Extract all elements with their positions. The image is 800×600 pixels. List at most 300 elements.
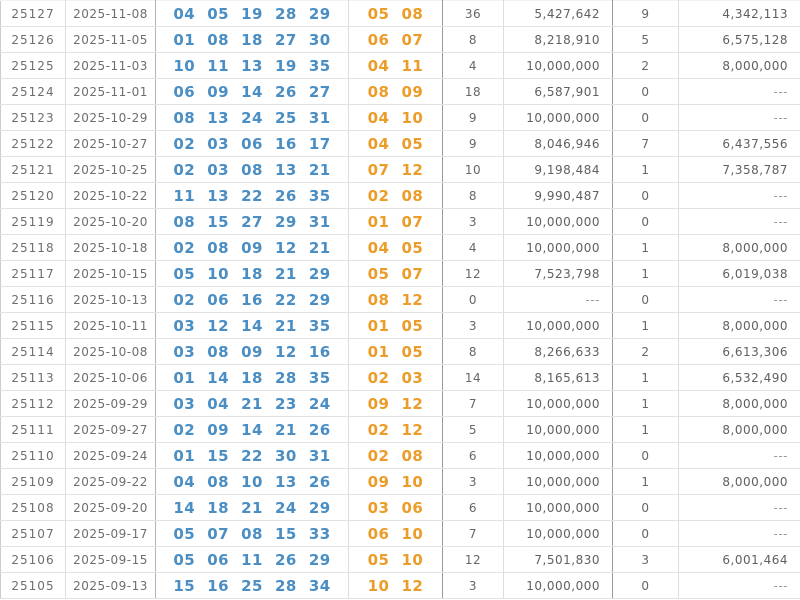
front-number: 16 (207, 577, 230, 595)
table-row (1, 313, 800, 339)
front-number: 09 (207, 421, 230, 439)
back-numbers-cell (349, 1, 443, 27)
back-number: 02 (367, 447, 390, 465)
back-number: 07 (401, 31, 424, 49)
back-number: 12 (401, 421, 424, 439)
front-number: 25 (241, 577, 263, 595)
front-numbers-cell (156, 495, 349, 521)
front-number: 08 (207, 343, 230, 361)
draw-period-cell: 25114 (1, 339, 66, 365)
front-number: 06 (241, 135, 263, 153)
back-number: 02 (367, 187, 390, 205)
front-numbers-cell (156, 573, 349, 599)
first-prize-amount-cell: 10,000,000 (504, 313, 613, 339)
draw-period-cell: 25123 (1, 105, 66, 131)
back-number: 06 (367, 525, 390, 543)
front-number: 29 (308, 291, 331, 309)
second-prize-count-cell: 0 (613, 573, 679, 599)
front-number: 27 (308, 83, 331, 101)
back-number: 07 (401, 265, 424, 283)
front-number: 21 (274, 265, 297, 283)
table-row (1, 53, 800, 79)
back-number: 12 (401, 395, 424, 413)
first-prize-count-cell: 12 (443, 261, 504, 287)
first-prize-count-cell: 3 (443, 313, 504, 339)
back-number: 07 (401, 213, 424, 231)
front-numbers-cell (156, 365, 349, 391)
front-number: 21 (274, 421, 297, 439)
front-numbers-cell (156, 547, 349, 573)
draw-date-cell: 2025-11-01 (66, 79, 156, 105)
first-prize-count-cell: 9 (443, 131, 504, 157)
front-number: 09 (207, 83, 230, 101)
empty-value-dash: --- (773, 578, 788, 593)
back-number: 04 (367, 57, 390, 75)
second-prize-count-cell: 1 (613, 313, 679, 339)
front-number: 26 (308, 473, 331, 491)
draw-period-cell: 25108 (1, 495, 66, 521)
draw-date-cell: 2025-09-20 (66, 495, 156, 521)
table-row (1, 183, 800, 209)
back-number: 05 (401, 239, 424, 257)
first-prize-count-cell: 3 (443, 469, 504, 495)
front-number: 18 (241, 265, 263, 283)
draw-date-cell: 2025-10-15 (66, 261, 156, 287)
first-prize-count-cell: 18 (443, 79, 504, 105)
draw-date-cell: 2025-10-13 (66, 287, 156, 313)
first-prize-amount-cell: 10,000,000 (504, 573, 613, 599)
first-prize-count-cell: 7 (443, 521, 504, 547)
front-number: 23 (274, 395, 297, 413)
front-numbers-cell (156, 391, 349, 417)
front-number: 34 (308, 577, 331, 595)
front-number: 13 (207, 187, 230, 205)
front-numbers-cell (156, 53, 349, 79)
second-prize-count-cell: 2 (613, 53, 679, 79)
front-number: 02 (173, 161, 196, 179)
back-numbers-cell (349, 469, 443, 495)
front-number: 29 (308, 551, 331, 569)
table-row (1, 261, 800, 287)
front-number: 08 (173, 109, 196, 127)
front-number: 09 (241, 239, 263, 257)
back-numbers-cell (349, 53, 443, 79)
first-prize-amount-cell: 10,000,000 (504, 443, 613, 469)
front-numbers-cell (156, 417, 349, 443)
back-number: 06 (367, 31, 390, 49)
second-prize-amount-cell: 6,001,464 (679, 547, 800, 573)
front-number: 35 (308, 369, 331, 387)
second-prize-amount-cell: 6,575,128 (679, 27, 800, 53)
front-number: 22 (241, 187, 263, 205)
first-prize-count-cell: 5 (443, 417, 504, 443)
second-prize-amount-cell (679, 209, 800, 235)
front-numbers-cell (156, 1, 349, 27)
table-row (1, 547, 800, 573)
front-number: 35 (308, 317, 331, 335)
front-number: 09 (241, 343, 263, 361)
second-prize-amount-cell: 6,437,556 (679, 131, 800, 157)
second-prize-amount-cell: 8,000,000 (679, 469, 800, 495)
back-number: 10 (401, 525, 424, 543)
second-prize-count-cell: 0 (613, 495, 679, 521)
front-number: 13 (241, 57, 263, 75)
first-prize-count-cell: 6 (443, 495, 504, 521)
back-numbers-cell (349, 573, 443, 599)
draw-period-cell: 25115 (1, 313, 66, 339)
front-number: 08 (173, 213, 196, 231)
back-number: 05 (401, 343, 424, 361)
second-prize-amount-cell: 8,000,000 (679, 235, 800, 261)
first-prize-count-cell: 4 (443, 53, 504, 79)
first-prize-amount-cell: 7,501,830 (504, 547, 613, 573)
front-number: 06 (207, 551, 230, 569)
front-numbers-cell (156, 209, 349, 235)
front-number: 29 (308, 499, 331, 517)
first-prize-count-cell: 3 (443, 209, 504, 235)
first-prize-count-cell: 0 (443, 287, 504, 313)
table-row (1, 1, 800, 27)
draw-period-cell: 25119 (1, 209, 66, 235)
back-number: 08 (367, 83, 390, 101)
draw-period-cell: 25110 (1, 443, 66, 469)
back-numbers-cell (349, 547, 443, 573)
back-number: 10 (401, 551, 424, 569)
front-numbers-cell (156, 339, 349, 365)
second-prize-count-cell: 5 (613, 27, 679, 53)
back-numbers-cell (349, 313, 443, 339)
back-numbers-cell (349, 287, 443, 313)
empty-value-dash: --- (773, 448, 788, 463)
draw-date-cell: 2025-10-18 (66, 235, 156, 261)
draw-date-cell: 2025-09-17 (66, 521, 156, 547)
front-number: 21 (241, 499, 263, 517)
second-prize-count-cell: 1 (613, 235, 679, 261)
first-prize-amount-cell: 9,198,484 (504, 157, 613, 183)
back-number: 05 (401, 135, 424, 153)
front-number: 35 (308, 57, 331, 75)
back-number: 12 (401, 577, 424, 595)
back-number: 10 (401, 109, 424, 127)
draw-date-cell: 2025-10-11 (66, 313, 156, 339)
empty-value-dash: --- (773, 84, 788, 99)
draw-date-cell: 2025-11-03 (66, 53, 156, 79)
second-prize-count-cell: 1 (613, 157, 679, 183)
back-number: 09 (401, 83, 424, 101)
front-number: 03 (207, 161, 230, 179)
draw-date-cell: 2025-09-29 (66, 391, 156, 417)
front-numbers-cell (156, 131, 349, 157)
front-number: 14 (241, 83, 263, 101)
second-prize-count-cell: 7 (613, 131, 679, 157)
draw-period-cell: 25122 (1, 131, 66, 157)
front-number: 24 (241, 109, 263, 127)
first-prize-count-cell: 9 (443, 105, 504, 131)
second-prize-amount-cell: 7,358,787 (679, 157, 800, 183)
back-number: 04 (367, 109, 390, 127)
front-number: 12 (274, 343, 297, 361)
second-prize-count-cell: 9 (613, 1, 679, 27)
second-prize-amount-cell (679, 105, 800, 131)
table-row (1, 131, 800, 157)
draw-period-cell: 25107 (1, 521, 66, 547)
front-number: 02 (173, 421, 196, 439)
second-prize-count-cell: 0 (613, 79, 679, 105)
front-number: 16 (274, 135, 297, 153)
second-prize-count-cell: 0 (613, 443, 679, 469)
back-number: 06 (401, 499, 424, 517)
back-number: 02 (367, 421, 390, 439)
back-numbers-cell (349, 183, 443, 209)
back-number: 08 (367, 291, 390, 309)
first-prize-count-cell: 12 (443, 547, 504, 573)
second-prize-amount-cell: 8,000,000 (679, 313, 800, 339)
front-number: 25 (274, 109, 297, 127)
second-prize-amount-cell: 4,342,113 (679, 1, 800, 27)
table-row (1, 443, 800, 469)
front-number: 35 (308, 187, 331, 205)
back-numbers-cell (349, 27, 443, 53)
front-number: 24 (308, 395, 331, 413)
front-number: 05 (207, 5, 230, 23)
draw-period-cell: 25127 (1, 1, 66, 27)
draw-period-cell: 25118 (1, 235, 66, 261)
back-number: 08 (401, 447, 424, 465)
front-number: 16 (308, 343, 331, 361)
draw-period-cell: 25105 (1, 573, 66, 599)
front-number: 22 (274, 291, 297, 309)
empty-value-dash: --- (773, 526, 788, 541)
front-number: 29 (274, 213, 297, 231)
front-numbers-cell (156, 183, 349, 209)
back-numbers-cell (349, 495, 443, 521)
empty-value-dash: --- (585, 292, 600, 307)
front-number: 19 (274, 57, 297, 75)
back-number: 03 (401, 369, 424, 387)
draw-period-cell: 25117 (1, 261, 66, 287)
first-prize-count-cell: 10 (443, 157, 504, 183)
front-number: 14 (241, 317, 263, 335)
second-prize-amount-cell (679, 521, 800, 547)
front-number: 03 (173, 317, 196, 335)
front-number: 15 (173, 577, 196, 595)
front-number: 17 (308, 135, 331, 153)
front-number: 01 (173, 31, 196, 49)
first-prize-amount-cell: 10,000,000 (504, 235, 613, 261)
second-prize-amount-cell: 8,000,000 (679, 53, 800, 79)
table-row (1, 339, 800, 365)
second-prize-amount-cell: 6,613,306 (679, 339, 800, 365)
table-row (1, 365, 800, 391)
back-number: 05 (367, 551, 390, 569)
front-number: 27 (274, 31, 297, 49)
front-number: 26 (274, 551, 297, 569)
front-number: 21 (274, 317, 297, 335)
first-prize-count-cell: 4 (443, 235, 504, 261)
front-number: 08 (207, 473, 230, 491)
first-prize-amount-cell: 8,165,613 (504, 365, 613, 391)
second-prize-count-cell: 0 (613, 287, 679, 313)
back-number: 05 (401, 317, 424, 335)
back-numbers-cell (349, 105, 443, 131)
front-number: 29 (308, 5, 331, 23)
front-number: 15 (207, 447, 230, 465)
first-prize-amount-cell: 10,000,000 (504, 105, 613, 131)
front-number: 14 (241, 421, 263, 439)
front-number: 02 (173, 291, 196, 309)
front-number: 10 (207, 265, 230, 283)
front-number: 08 (207, 239, 230, 257)
front-number: 10 (173, 57, 196, 75)
front-number: 04 (207, 395, 230, 413)
back-number: 09 (367, 395, 390, 413)
second-prize-amount-cell: 6,532,490 (679, 365, 800, 391)
front-number: 27 (241, 213, 263, 231)
table-row (1, 469, 800, 495)
front-numbers-cell (156, 313, 349, 339)
table-row (1, 391, 800, 417)
front-number: 24 (274, 499, 297, 517)
draw-date-cell: 2025-10-20 (66, 209, 156, 235)
first-prize-amount-cell: 10,000,000 (504, 53, 613, 79)
back-number: 04 (367, 239, 390, 257)
back-number: 05 (367, 5, 390, 23)
draw-period-cell: 25126 (1, 27, 66, 53)
front-number: 30 (274, 447, 297, 465)
draw-period-cell: 25112 (1, 391, 66, 417)
front-number: 31 (308, 447, 331, 465)
empty-value-dash: --- (773, 292, 788, 307)
back-number: 10 (367, 577, 390, 595)
front-number: 13 (207, 109, 230, 127)
front-number: 11 (207, 57, 230, 75)
back-numbers-cell (349, 521, 443, 547)
front-number: 01 (173, 447, 196, 465)
second-prize-amount-cell: 6,019,038 (679, 261, 800, 287)
front-number: 31 (308, 213, 331, 231)
front-number: 19 (241, 5, 263, 23)
first-prize-amount-cell: 10,000,000 (504, 209, 613, 235)
empty-value-dash: --- (773, 500, 788, 515)
draw-date-cell: 2025-10-06 (66, 365, 156, 391)
back-number: 11 (401, 57, 424, 75)
first-prize-count-cell: 8 (443, 27, 504, 53)
first-prize-count-cell: 8 (443, 183, 504, 209)
table-row (1, 27, 800, 53)
front-number: 05 (173, 265, 196, 283)
first-prize-count-cell: 14 (443, 365, 504, 391)
table-row (1, 157, 800, 183)
front-number: 11 (241, 551, 263, 569)
second-prize-count-cell: 3 (613, 547, 679, 573)
front-number: 07 (207, 525, 230, 543)
front-number: 26 (274, 83, 297, 101)
front-number: 12 (207, 317, 230, 335)
second-prize-count-cell: 1 (613, 417, 679, 443)
front-number: 03 (207, 135, 230, 153)
second-prize-count-cell: 1 (613, 261, 679, 287)
front-number: 13 (274, 161, 297, 179)
front-number: 12 (274, 239, 297, 257)
draw-period-cell: 25125 (1, 53, 66, 79)
front-number: 28 (274, 5, 297, 23)
draw-period-cell: 25109 (1, 469, 66, 495)
back-number: 01 (367, 343, 390, 361)
front-number: 08 (241, 161, 263, 179)
front-numbers-cell (156, 443, 349, 469)
first-prize-count-cell: 3 (443, 573, 504, 599)
front-number: 02 (173, 239, 196, 257)
first-prize-amount-cell: 8,046,946 (504, 131, 613, 157)
front-number: 08 (241, 525, 263, 543)
back-number: 04 (367, 135, 390, 153)
second-prize-amount-cell (679, 183, 800, 209)
front-numbers-cell (156, 521, 349, 547)
front-number: 03 (173, 395, 196, 413)
front-numbers-cell (156, 105, 349, 131)
front-numbers-cell (156, 235, 349, 261)
empty-value-dash: --- (773, 188, 788, 203)
back-numbers-cell (349, 235, 443, 261)
table-row (1, 287, 800, 313)
back-number: 01 (367, 213, 390, 231)
table-row (1, 417, 800, 443)
back-number: 03 (367, 499, 390, 517)
front-number: 21 (308, 239, 331, 257)
front-number: 28 (274, 577, 297, 595)
front-number: 29 (308, 265, 331, 283)
draw-date-cell: 2025-09-27 (66, 417, 156, 443)
front-numbers-cell (156, 157, 349, 183)
front-number: 18 (241, 369, 263, 387)
draw-period-cell: 25106 (1, 547, 66, 573)
front-number: 18 (241, 31, 263, 49)
back-number: 08 (401, 5, 424, 23)
second-prize-count-cell: 1 (613, 391, 679, 417)
back-numbers-cell (349, 131, 443, 157)
front-number: 10 (241, 473, 263, 491)
table-row (1, 79, 800, 105)
draw-period-cell: 25116 (1, 287, 66, 313)
back-numbers-cell (349, 443, 443, 469)
front-number: 21 (308, 161, 331, 179)
first-prize-amount-cell: 6,587,901 (504, 79, 613, 105)
second-prize-amount-cell (679, 443, 800, 469)
empty-value-dash: --- (773, 110, 788, 125)
front-number: 26 (308, 421, 331, 439)
front-number: 14 (207, 369, 230, 387)
second-prize-count-cell: 0 (613, 521, 679, 547)
first-prize-amount-cell: 7,523,798 (504, 261, 613, 287)
front-number: 04 (173, 473, 196, 491)
draw-date-cell: 2025-09-24 (66, 443, 156, 469)
table-row (1, 235, 800, 261)
front-number: 01 (173, 369, 196, 387)
draw-date-cell: 2025-10-08 (66, 339, 156, 365)
front-numbers-cell (156, 261, 349, 287)
first-prize-count-cell: 7 (443, 391, 504, 417)
first-prize-amount-cell: 8,218,910 (504, 27, 613, 53)
front-number: 30 (308, 31, 331, 49)
front-numbers-cell (156, 79, 349, 105)
back-number: 12 (401, 291, 424, 309)
draw-date-cell: 2025-10-29 (66, 105, 156, 131)
back-number: 10 (401, 473, 424, 491)
second-prize-count-cell: 0 (613, 183, 679, 209)
front-number: 04 (173, 5, 196, 23)
draw-date-cell: 2025-10-22 (66, 183, 156, 209)
draw-period-cell: 25124 (1, 79, 66, 105)
